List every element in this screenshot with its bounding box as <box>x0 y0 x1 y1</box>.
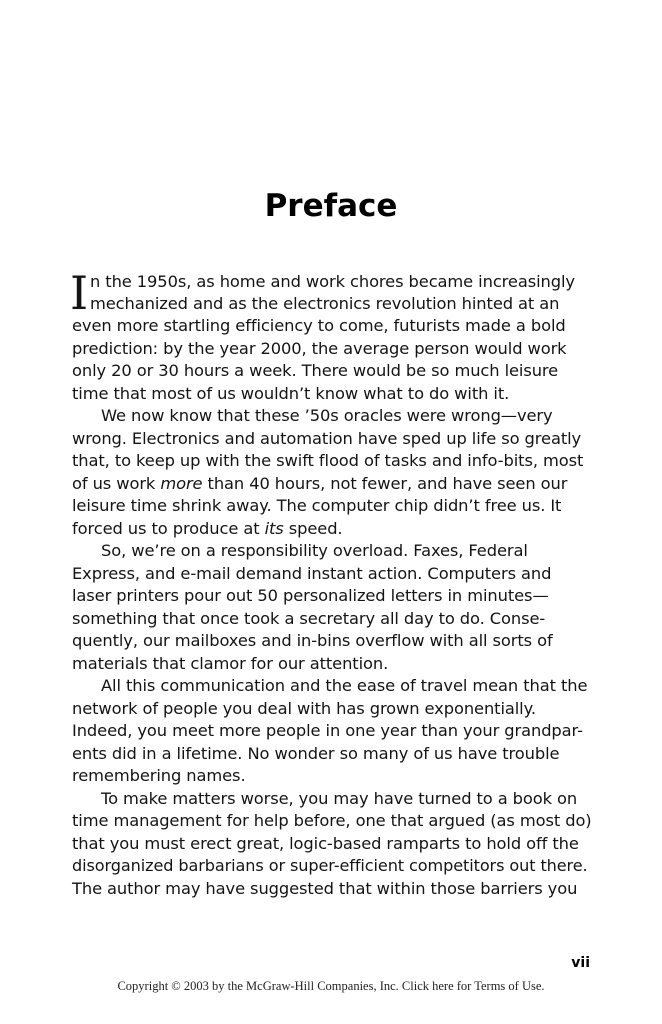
text-line: The author may have suggested that within those barriers you <box>72 879 578 898</box>
drop-cap: I <box>70 266 89 320</box>
text-run: speed. <box>283 519 343 538</box>
emphasis-text: its <box>264 519 284 538</box>
text-run: of us work <box>72 474 161 493</box>
text-line: time that most of us wouldn’t know what to do with it. <box>72 384 510 403</box>
text-line: So, we’re on a responsibility overload. Faxes, Federal <box>101 541 528 560</box>
text-line: We now know that these ’50s oracles were wrong—very <box>101 406 553 425</box>
text-line: wrong. Electronics and automation have sped up life so greatly <box>72 429 582 448</box>
text-line: prediction: by the year 2000, the average person would work <box>72 339 567 358</box>
text-run: forced us to produce at <box>72 519 265 538</box>
text-run: than 40 hours, not fewer, and have seen our <box>202 474 568 493</box>
text-line: even more startling efficiency to come, futurists made a bold <box>72 316 566 335</box>
text-line: something that once took a secretary all day to do. Conse- <box>72 609 546 628</box>
text-line: n the 1950s, as home and work chores became increasingly <box>90 272 575 291</box>
text-line: quently, our mailboxes and in-bins overflow with all sorts of <box>72 631 553 650</box>
emphasis-text: more <box>160 474 203 493</box>
text-line <box>72 473 567 495</box>
text-line: time management for help before, one that argued (as most do) <box>72 811 592 830</box>
page-number: vii <box>571 955 590 971</box>
text-line: that, to keep up with the swift flood of tasks and info-bits, most <box>72 451 584 470</box>
text-line: Indeed, you meet more people in one year than your grandpar- <box>72 721 583 740</box>
text-line: leisure time shrink away. The computer chip didn’t free us. It <box>72 496 562 515</box>
page-title: Preface <box>264 188 398 224</box>
text-line: To make matters worse, you may have turned to a book on <box>101 789 578 808</box>
copyright-footer[interactable]: Copyright © 2003 by the McGraw-Hill Companies, Inc. Click here for Terms of Use. <box>117 979 545 993</box>
text-line: All this communication and the ease of travel mean that the <box>101 676 588 695</box>
text-line: that you must erect great, logic-based ramparts to hold off the <box>72 834 579 853</box>
text-line <box>72 518 343 540</box>
text-line: laser printers pour out 50 personalized letters in minutes— <box>72 586 549 605</box>
text-line: only 20 or 30 hours a week. There would be so much leisure <box>72 361 559 380</box>
text-line: network of people you deal with has grown exponentially. <box>72 699 536 718</box>
text-line: materials that clamor for our attention. <box>72 654 389 673</box>
text-line: mechanized and as the electronics revolution hinted at an <box>90 294 560 313</box>
text-line: ents did in a lifetime. No wonder so many of us have trouble <box>72 744 560 763</box>
text-line: Express, and e-mail demand instant action. Computers and <box>72 564 552 583</box>
text-line: disorganized barbarians or super-efficient competitors out there. <box>72 856 588 875</box>
text-line: remembering names. <box>72 766 246 785</box>
